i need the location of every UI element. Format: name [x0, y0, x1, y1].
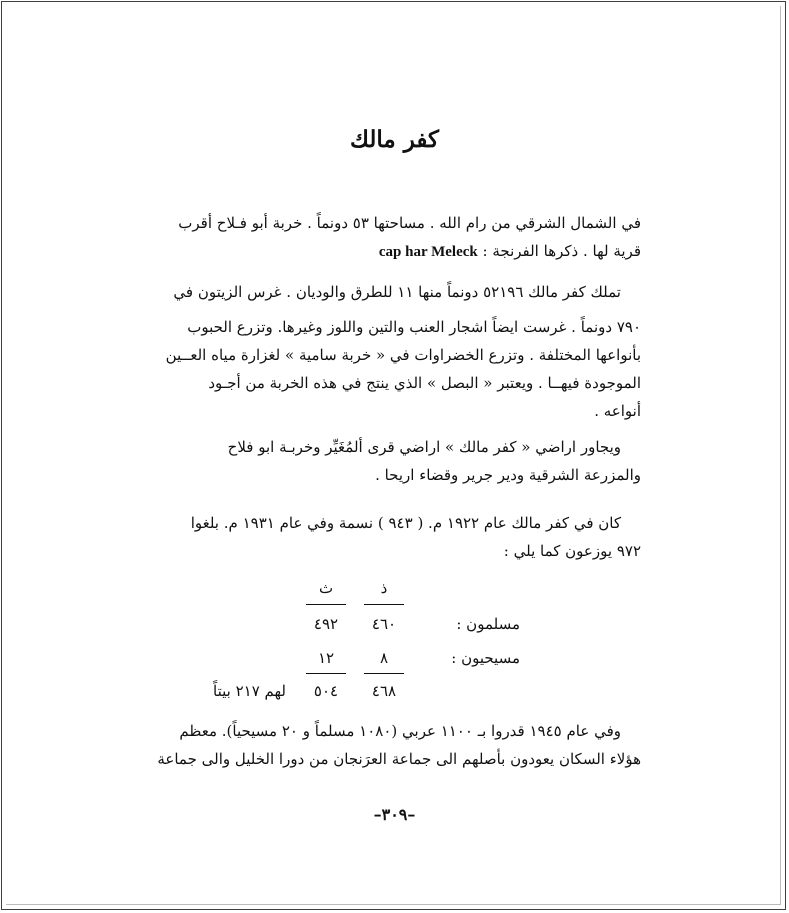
p1-line1: في الشمال الشرقي من رام الله . مساحتها ٥٣ دونماً . خربة أبو فـلاح أقرب [178, 214, 641, 232]
header-male-rule [364, 604, 404, 605]
christians-female-rule [306, 673, 346, 674]
total-female: ٥٠٤ [313, 682, 339, 700]
p2-line1: تملك كفر مالك ٥٢١٩٦ دونماً منها ١١ للطرق والوديان . غرس الزيتون في [173, 283, 621, 301]
p3-line1: ويجاور اراضي « كفر مالك » اراضي قرى ألمُغَيِّر وخربـة ابو فلاح [227, 438, 621, 456]
page-number: –٣٠٩– [373, 805, 416, 824]
p5-line1: وفي عام ١٩٤٥ قدروا بـ ١١٠٠ عربي (١٠٨٠ مسلماً و ٢٠ مسيحياً). معظم [179, 722, 621, 740]
p4-line2: ٩٧٢ يوزعون كما يلي : [503, 542, 641, 560]
muslims-male: ٤٦٠ [371, 615, 397, 633]
p1-line2 [141, 241, 641, 262]
p2-line3: بأنواعها المختلفة . وتزرع الخضراوات في « خربة سامية » لغزارة مياه العــين [165, 346, 641, 364]
p4-line1: كان في كفر مالك عام ١٩٢٢ م. ( ٩٤٣ ) نسمة وفي عام ١٩٣١ م. بلغوا [190, 514, 621, 532]
p1-line2-latin: cap har Meleck [378, 244, 478, 260]
p2-line4: الموجودة فيهــا . ويعتبر « البصل » الذي ينتج في هذه الخربة من أجـود [208, 374, 641, 392]
p5-line2: هؤلاء السكان يعودون بأصلهم الى جماعة العرَنجان من دورا الخليل والى جماعة [157, 750, 641, 768]
muslims-female: ٤٩٢ [313, 615, 339, 633]
header-male: ذ [380, 579, 388, 597]
p1-line2-arabic: قرية لها . ذكرها الفرنجة : [482, 242, 641, 260]
p2-line5: أنواعه . [594, 402, 641, 420]
total-male: ٤٦٨ [371, 682, 397, 700]
p2-line2: ٧٩٠ دونماً . غرست ايضاً اشجار العنب والتين واللوز وغيرها. وتزرع الحبوب [187, 318, 641, 336]
christians-female: ١٢ [317, 649, 335, 667]
christians-label: مسيحيون : [451, 649, 520, 667]
total-houses: لهم ٢١٧ بيتاً [213, 682, 286, 700]
christians-male-rule [364, 673, 404, 674]
christians-male: ٨ [379, 649, 389, 667]
header-female-rule [306, 604, 346, 605]
header-female: ث [318, 579, 334, 597]
page-title: كفر مالك [349, 126, 439, 153]
p3-line2: والمزرعة الشرقية ودير جرير وقضاء اريحا . [375, 466, 641, 484]
muslims-label: مسلمون : [456, 615, 520, 633]
